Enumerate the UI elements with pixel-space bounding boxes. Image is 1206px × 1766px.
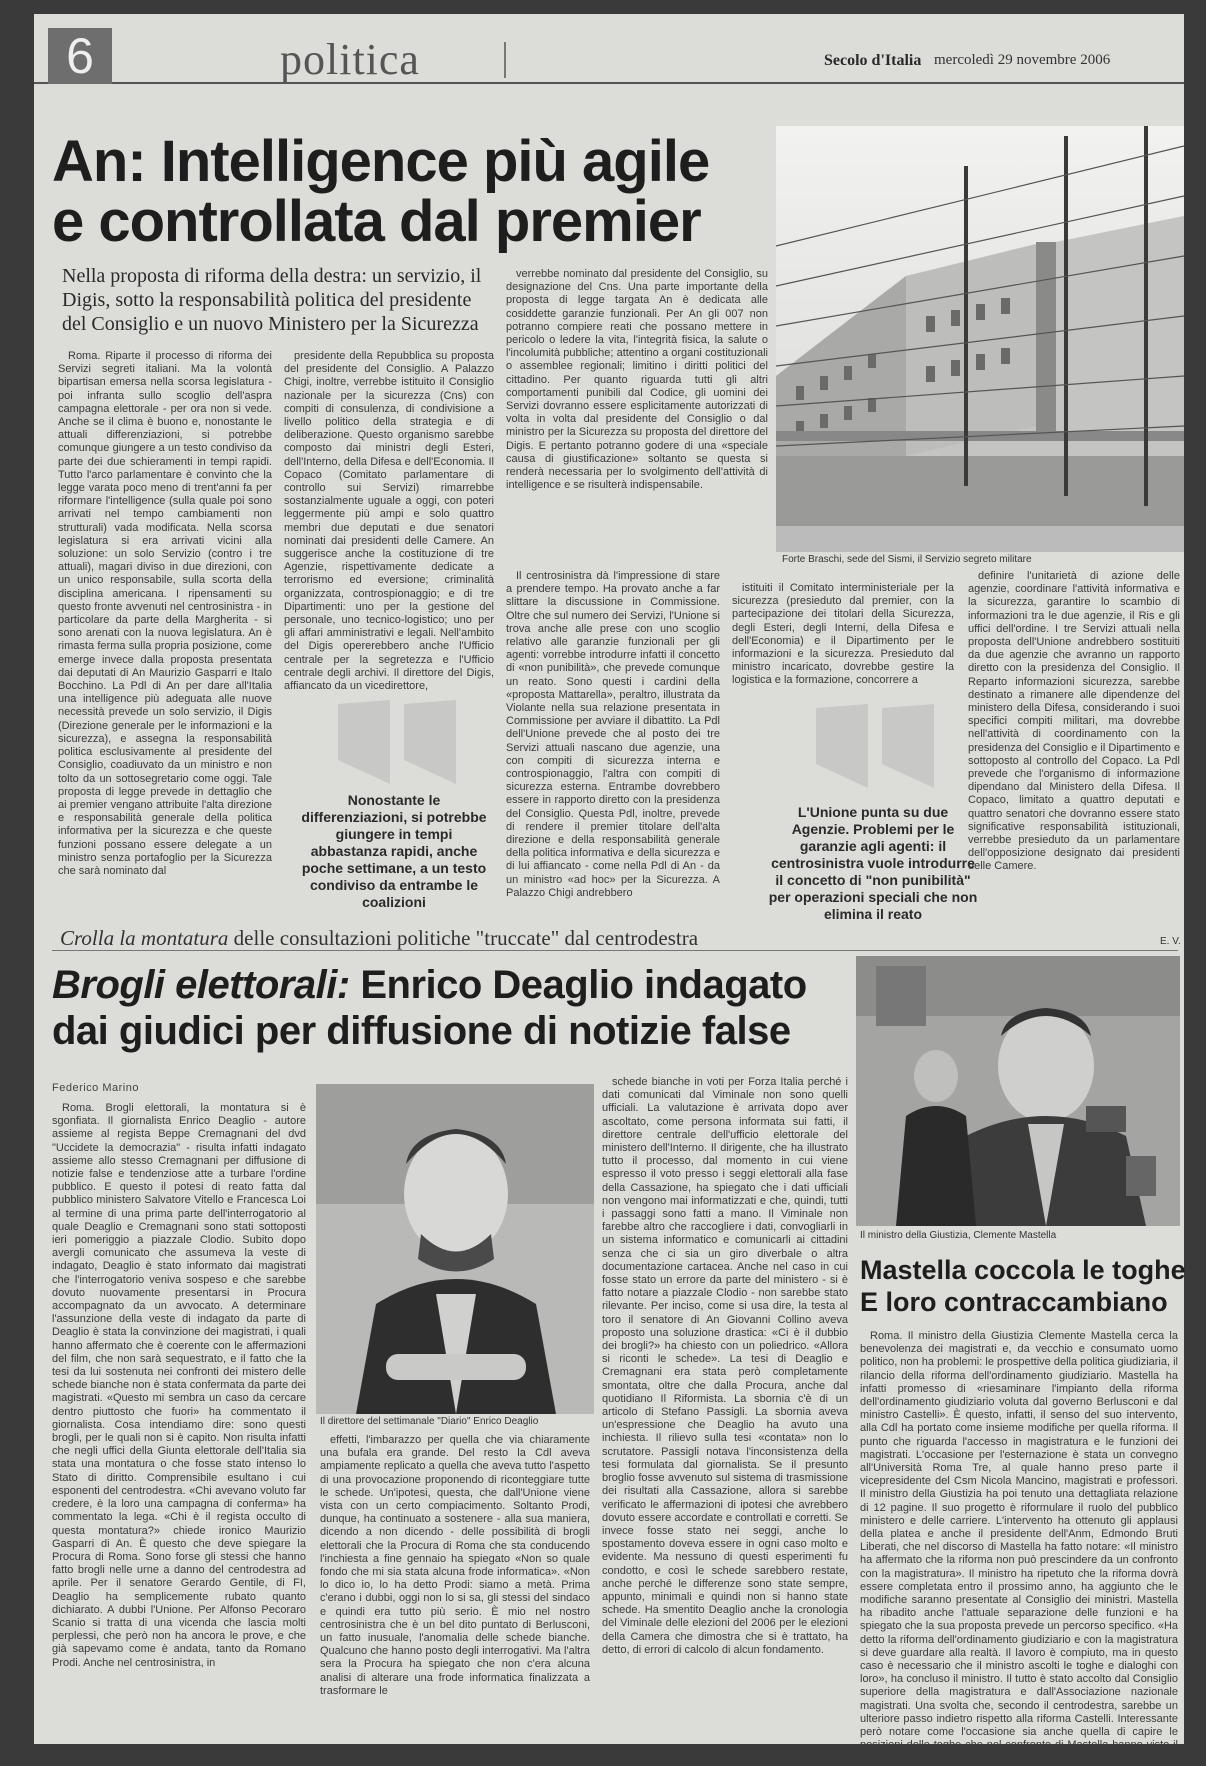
article2-column-3-text: schede bianche in voti per Forza Italia perché i dati comunicati dal Viminale non sono quelli ufficiali. La valutazione è arrivata dopo aver ascoltato, come persona informata sui fatti, il direttore centrale dell'ufficio elettorale del ministero dell'Interno. Il dirigente, che ha illustrato tutto il processo, dal momento in cui viene espresso il voto presso i seggi elettorali alla fase della Cassazione, ha spiegato che i dati ufficiali non vengono mai informatizzati e che, quindi, tutti i passaggi sono fatti a mano. Il Viminale non farebbe altro che raccogliere i dati, convogliarli in un sistema informatico e comunicarli ai cittadini senza che ci sia un giro diverbale o altra documentazione cartacea. Anche nel caso in cui fosse stato un errore da parte del ministero - si è fatto notare a piazzale Clodio - non sarebbe stato rilevante. Per inciso, come si usa dire, la testa al toro il senatore di An Giovanni Collino aveva proposto una soluzione drastica: «Ci è il dubbio dei brogli?» ha chiesto con un poliedrico. «Allora si riconti le schede». La tesi di Deaglio e Cremagnani era stata però completamente smontata, oltre che dalla Procura, anche dal quotidiano Il Riformista. La sbornia c'è di un articolo di Stefano Passigli. La sbornia aveva un'espressione che Deaglio ha avuto una inchiesta. Il rilievo sulla tesi «contata» non lo scrutatore. Passigli notava l'inconsistenza della tesi formulata dal giornalista. Se il presunto broglio fosse avvenuto sul sistema di trasmissione dei risultati alla Cassazione, allora si sarebbe verificato le affermazioni di ipotesi che avrebbero dovuto essere accordate e controllati e corretti. Se invece fosse stato nei seggi, anche lo spostamento doveva essere in ogni caso molto e evidente. Ma nessuno di questi esperimenti fu condotto, e così le schede sarebbero restate, anche perché le differenze sono state sempre, appunto, minimali e quindi non si hanno state schede. Ha smentito Deaglio anche la cronologia del Viminale delle elezioni del 2006 per le elezioni della Camera che dimostra che si è trattato, ha detto, di errori di calcolo di alcun fondamento. xyxy=(602,1076,848,1656)
article2-column-1 xyxy=(52,1102,306,1732)
headline-line-2: e controllata dal premier xyxy=(52,189,701,254)
article2-column-1-text: Roma. Brogli elettorali, la montatura si è sgonfiata. Il giornalista Enrico Deaglio - autore assieme al regista Beppe Cremagnani del dvd "Uccidete la democrazia" - risulta infatti indagato assieme allo stesso Cremagnani per diffusione di notizie false e tendenziose atte a turbare l'ordine pubblico. E questo il potesi di reato fatta dal pubblico ministero Salvatore Vitello e Francesca Loi al termine di una prima parte dell'interrogatorio al quale Deaglio e Cremagnani sono stati sottoposti ieri pomeriggio a piazzale Clodio. Subito dopo avergli comunicato che assumeva la veste di indagato, Deaglio è stato informato dai magistrati che l'interrogatorio veniva sospeso e che sarebbe dovuto nuovamente presentarsi in Procura accompagnato da un avvocato. A determinare l'assunzione della veste di indagato da parte di Deaglio è stata la convinzione dei magistrati, i quali hanno affermato che è coerente con le affermazioni del film, che non sarà sequestrato, e il fatto che la tesi da lui sostenuta nei confronti dei mistero delle schede bianche non è stata confermata da parte dei magistrati. «Questo mi sembra un caso da cercare dentro piuttosto che fuori» ha commentato il giornalista. Cosa intendiamo dire: sono questi brogli, per le quali non si è capito. Non risulta infatti che negli uffici della Giunta elettorale dell'Italia sia stata una montatura o che fosse stato intenso lo Stato di diritto. Comprensibile esultano i cui esponenti del centrodestra. «Chi avevano voluto far credere, è la loro una campagna di conferma» ha commentato la lega. «Chi è il regista occulto di questa montatura?» chiede ironico Maurizio Gasparri di An. È questo che deve spiegare la Procura di Roma. Sono forse gli stessi che hanno fatto brogli nelle urne a danno del centrodestra ad aprile. Per il senatore Gerardo Gentile, di FI, Deaglio ha semplicemente rubato quanto dichiarato. A dubbi l'Unione. Per Alfonso Pecoraro Scanio si tratta di una vicenda che lascia molti perplessi, che però non ha ancora le prove, e che già sapevamo come è andata, tanto da Romano Prodi. Anche nel centrosinistra, in xyxy=(52,1102,306,1669)
headline-line-1: An: Intelligence più agile xyxy=(52,129,710,194)
article1-deck: Nella proposta di riforma della destra: un servizio, il Digis, sotto la responsabilità politica del presidente del Consiglio e un nuovo Ministero per la Sicurezza xyxy=(62,265,482,335)
issue-date: mercoledì 29 novembre 2006 xyxy=(934,52,1111,68)
article3-body-text: Roma. Il ministro della Giustizia Clemente Mastella cerca la benevolenza dei magistrati e, da vecchio e consumato uomo politico, non ha problemi: le prospettive della politica giudiziaria, il rilancio della riforma dell'ordinamento giudiziario. Mastella ha infatti promesso di «riesaminare l'impianto della riforma dell'ordinamento giudiziario voluta dal governo Berlusconi e dal ministro Castelli». È questo, infatti, il senso del suo intervento, alla Cdl ha portato come insieme modifiche per quella riforma. Il punto che riguarda l'accesso in magistratura e le funzioni dei magistrati. L'occasione per l'esternazione è stata un convegno all'Università Roma Tre, al quale hanno preso parte il vicepresidente del Csm Nicola Mancino, magistrati e professori. Il ministro della Giustizia ha poi tenuto una dettagliata relazione di 12 pagine. Il suo progetto è riformulare il ruolo del pubblico ministero e delle carriere. L'intervento ha ottenuto gli applausi della platea e anche il presidente dell'Anm, Edmondo Bruti Liberati, che nel discorso di Mastella ha fatto notare: «Il ministro ha affermato che la riforma non può prescindere da un confronto con la magistratura». Il ministro ha ripetuto che la riforma dovrà essere completata entro il prossimo anno, ha aggiunto che le modifiche saranno presentate al Consiglio dei ministri. Mastella ha ribadito anche l'attuale separazione delle funzioni e ha spiegato che la sua proposta prevede un percorso specifico. «Ha detto la riforma dell'ordinamento giudiziario e con la magistratura si deve guardare alla realtà. Il lavoro è compiuto, ma in questo caso è necessario che il ministro ascolti le toghe e dialoghi con loro», ha concluso il ministro. Il tutto è stato accolto dal Consiglio superiore della magistratura e dall'Associazione nazionale magistrati. Una svolta che, secondo il centrodestra, sarebbe un ulteriore passo indietro rispetto alla riforma Castelli. Interessante però notare come l'occasione sia anche quella di capire le posizioni delle toghe che nel confronto di Mastella hanno visto il proprio interlocutore preferito, secondo le nostre informazioni. xyxy=(860,1330,1178,1765)
newspaper-page xyxy=(34,14,1186,1765)
portrait-image xyxy=(316,1084,594,1414)
article2-headline xyxy=(52,962,872,1054)
article3-headline xyxy=(860,1254,1190,1318)
masthead: Secolo d'Italia xyxy=(824,52,922,69)
article3-headline-line-2: E loro contraccambiano xyxy=(860,1287,1168,1317)
deaglio-caption: Il direttore del settimanale "Diario" Enrico Deaglio xyxy=(320,1416,539,1427)
deaglio-photo xyxy=(316,1084,594,1414)
article1-column-4 xyxy=(732,582,954,687)
article1-column-1 xyxy=(58,350,272,928)
article1-column-3-top-text: verrebbe nominato dal presidente del Consiglio, su designazione del Cns. Una parte importante della proposta di legge targata An è dedicata alle cosiddette garanzie funzionali. Per An gli 007 non potranno compiere reati che possano mettere in pericolo o ledere la vita, l'integrità fisica, la salute o l'incolumità pubbliche; attentino a organi costituzionali o assemblee regionali; limitino i diritti politici del cittadino. Per quanto riguarda tutti gli altri comportamenti punibili dal Codice, gli uomini dei Servizi dovranno essere esplicitamente autorizzati di volta in volta dal presidente del Consiglio o dal ministro per la Sicurezza su proposta del direttore del Digis. E pertanto potranno godere di una «speciale causa di giustificazione» soltanto se questa si renderà necessaria per lo svolgimento dell'attività di intelligence e se risulterà indispensabile. xyxy=(506,268,768,492)
article3-headline-line-1: Mastella coccola le toghe xyxy=(860,1255,1186,1285)
pull-quote-1: Nonostante le differenziazioni, si potrebbe giungere in tempi abbastanza rapidi, anche poche settimane, a un testo condiviso da entrambe le coalizioni xyxy=(301,792,487,910)
article1-column-4-text: istituiti il Comitato interministeriale per la sicurezza (presieduto dal premier, con la partecipazione dei titolari della Sicurezza, degli Esteri, degli Interni, della Difesa e dell'Economia) e il Dipartimento per le informazioni e la sicurezza. Presieduto dal ministro incaricato, dovrebbe gestire la logistica e la formazione, concorrere a xyxy=(732,582,954,687)
kicker-italic: Crolla la montatura xyxy=(60,926,229,950)
page-header xyxy=(34,20,1184,84)
article1-column-2-text: presidente della Repubblica su proposta del presidente del Consiglio. A Palazzo Chigi, inoltre, verrebbe istituito il Consiglio nazionale per la sicurezza (Cns) con compiti di consulenza, di condivisione a livello politico della strategia e di deliberazione. Questo organismo sarebbe composto dai ministri degli Esteri, dell'Interno, della Difesa e dell'Economia. Il Copaco (Comitato parlamentare di controllo sui Servizi) rimarrebbe sostanzialmente uguale a oggi, con poteri leggermente più ampi e solo quattro membri due deputati e due senatori nominati dai presidenti delle Camere. An suggerisce anche la costituzione di tre Agenzie, rispettivamente dedicate a terrorismo ed eversione; criminalità organizzata, controspionaggio; e di tre Dipartimenti: uno per la gestione del personale, uno tecnico-logistico; uno per gli affari amministrativi e legali. Nell'ambito del Digis opererebbero anche l'Ufficio centrale per la segretezza e l'Ufficio centrale degli archivi. Il direttore del Digis, affiancato da un vicedirettore, xyxy=(284,350,494,693)
mastella-caption: Il ministro della Giustizia, Clemente Mastella xyxy=(860,1230,1057,1241)
article1-column-5 xyxy=(968,570,1180,946)
quote-mark-icon xyxy=(334,700,464,786)
article1-column-3-bottom-text: Il centrosinistra dà l'impressione di stare a prendere tempo. Ha provato anche a far slittare la discussione in Commissione. Oltre che sul numero dei Servizi, l'Unione si trova anche alle prese con uno scoglio relativo alle garanzie funzionali per gli agenti: vorrebbe introdurre infatti il concetto di «non punibilità», che prevede comunque un reato. Sono questi i cardini della «proposta Mattarella», peraltro, illustrata da Violante nella sua relazione presentata in Commissione per avviare il dibattito. La Pdl dell'Unione prevede che al posto dei tre Servizi attuali nascano due agenzie, una con compiti di sicurezza interna e controspionaggio, l'altra con compiti di sicurezza esterna. Entrambe dovrebbero essere in rapporto diretto con la presidenza del Consiglio. Questa Pdl, inoltre, prevede di rendere il premier titolare dell'alta direzione e della responsabilità generale della politica informativa e della sicurezza e di lui affiancato - come nella Pdl di An - da un ministro «ad hoc» per la Sicurezza. A Palazzo Chigi andrebbero xyxy=(506,570,720,899)
article3-body xyxy=(860,1330,1178,1765)
article1-headline xyxy=(52,129,772,254)
minister-press-image xyxy=(856,956,1180,1226)
quote-mark-icon xyxy=(812,704,942,790)
article2-byline: Federico Marino xyxy=(52,1082,139,1094)
article1-column-2 xyxy=(284,350,494,693)
kicker-rest: delle consultazioni politiche "truccate" dal centrodestra xyxy=(233,926,699,950)
page-number: 6 xyxy=(48,28,112,84)
headline-lead: Brogli elettorali: xyxy=(52,963,350,1007)
article2-column-3 xyxy=(602,1076,848,1732)
article1-column-3-top xyxy=(506,268,768,568)
article1-column-5-text: definire l'unitarietà di azione delle agenzie, coordinare l'attività informativa e la sicurezza, garantire lo scambio di informazioni tra le due agenzie, il Ris e gli uffici dell'ordine. I tre Servizi attuali nella proposta dell'Unione andrebbero sostituiti da due agenzie che avranno un rapporto diretto con la presidenza del Consiglio. Il Reparto informazioni sicurezza, sarebbe destinato a rimanere alle dipendenze del ministero della Difesa, considerando i suoi specifici compiti militari, ma dovrebbe nell'attività di coordinamento con la presidenza del Consiglio e il Dipartimento e sottoposto al controllo del Copaco. La Pdl prevede che l'organismo di informazione dipendano dal Ministero della Difesa. Il Copaco, limitato a quattro deputati e quattro senatori che dovranno essere stato significative responsabilità istituzionali, verrebbe presieduto da un parlamentare dell'opposizione designato dai presidenti delle Camere. xyxy=(968,570,1180,873)
article2-kicker xyxy=(60,926,698,951)
headline-rest: Enrico Deaglio indagato dai giudici per diffusione di notizie false xyxy=(52,963,807,1053)
mastella-photo xyxy=(856,956,1180,1226)
article1-column-3-bottom xyxy=(506,570,720,946)
building-fence-image xyxy=(776,126,1184,552)
forte-braschi-photo xyxy=(776,126,1184,552)
article2-column-2-text: effetti, l'imbarazzo per quella che via chiaramente una bufala era grande. Del resto la Cdl aveva ampiamente replicato a quella che aveva tutto l'aspetto di una provocazione proponendo di riconteggiare tutte le schede. Un'ipotesi, questa, che dall'Unione viene vista con un certo compiacimento. Soltanto Prodi, dunque, ha continuato a sostenere - alla sua maniera, dicendo a non dicendo - delle possibilità di brogli elettorali che la Procura di Roma che sta conducendo l'inchiesta a fine gennaio ha spiegato «Non so quale fondo che mi sia stata alcuna frode informatica». «Non lo dico io, lo ha detto Prodi: siamo a metà. Prima c'erano i dubbi, oggi non lo si sa, gli stessi del sindaco e quindi era tutto più serio. È mio nel nostro centrosinistra che è un bel dito puntato di Berlusconi, un fatto inusuale, l'anomalia delle schede bianche. Qualcuno che hanno posto degli interrogativi. Ma l'altra sera la Procura ha spiegato che non c'era alcuna analisi di alterare una frode informatica finalizzata a trasformare le xyxy=(320,1434,590,1697)
pull-quote-2: L'Unione punta su due Agenzie. Problemi per le garanzie agli agenti: il centrosinistra vuole introdurre il concetto di "non punibilità" per operazioni speciali che non elimina il reato xyxy=(768,804,978,922)
section-title: politica xyxy=(280,35,420,84)
forte-braschi-caption: Forte Braschi, sede del Sismi, il Servizio segreto militare xyxy=(782,554,1032,565)
article1-end-mark: E. V. xyxy=(1160,936,1181,947)
article1-column-1-text: Roma. Riparte il processo di riforma dei Servizi segreti italiani. Ma la volontà bipartisan emersa nella scorsa legislatura - poi infranta sullo scoglio dell'aspra campagna elettorale - per ora non si vede. Anche se il clima è buono e, nonostante le attuali differenziazioni, si potrebbe comunque giungere a un testo condiviso da parte dei due schieramenti in tempi rapidi. Tutto l'arco parlamentare è convinto che la legge varata poco meno di trent'anni fa per riformare l'intelligence (sulla quale poi sono arrivati nel tempo cambiamenti non strutturali) vada modificata. Nella scorsa legislatura si era arrivati vicini alla soluzione: un solo Servizio (contro i tre attuali), magari diviso in due direzioni, con un unico responsabile, sulla scorta della disciplina americana. I ripensamenti su questo fronte avvenuti nel centrosinistra - in particolare da parte della Margherita - si sono arenati con la nuova legislatura. An è rimasta ferma sulla propria posizione, come emerge invece dalla proposta presentata dai deputati di An Maurizio Gasparri e Italo Bocchino. La Pdl di An per dare all'Italia una intelligence più adeguata alle nuove necessità prevede un solo servizio, il Digis (Direzione generale per le informazioni e la sicurezza), e assegna la responsabilità politica esclusivamente al presidente del Consiglio, coadiuvato da un ministro e non tolto da un sottosegretario come oggi. Tale proposta di legge prevede in dettaglio che ai premier vengano attribuite l'alta direzione e responsabilità generale della politica informativa per la sicurezza e che queste funzioni possano essere delegate a un ministro senza portafoglio per la Sicurezza che sarà nominato dal xyxy=(58,350,272,877)
article2-column-2 xyxy=(320,1434,590,1732)
header-divider xyxy=(504,42,506,78)
